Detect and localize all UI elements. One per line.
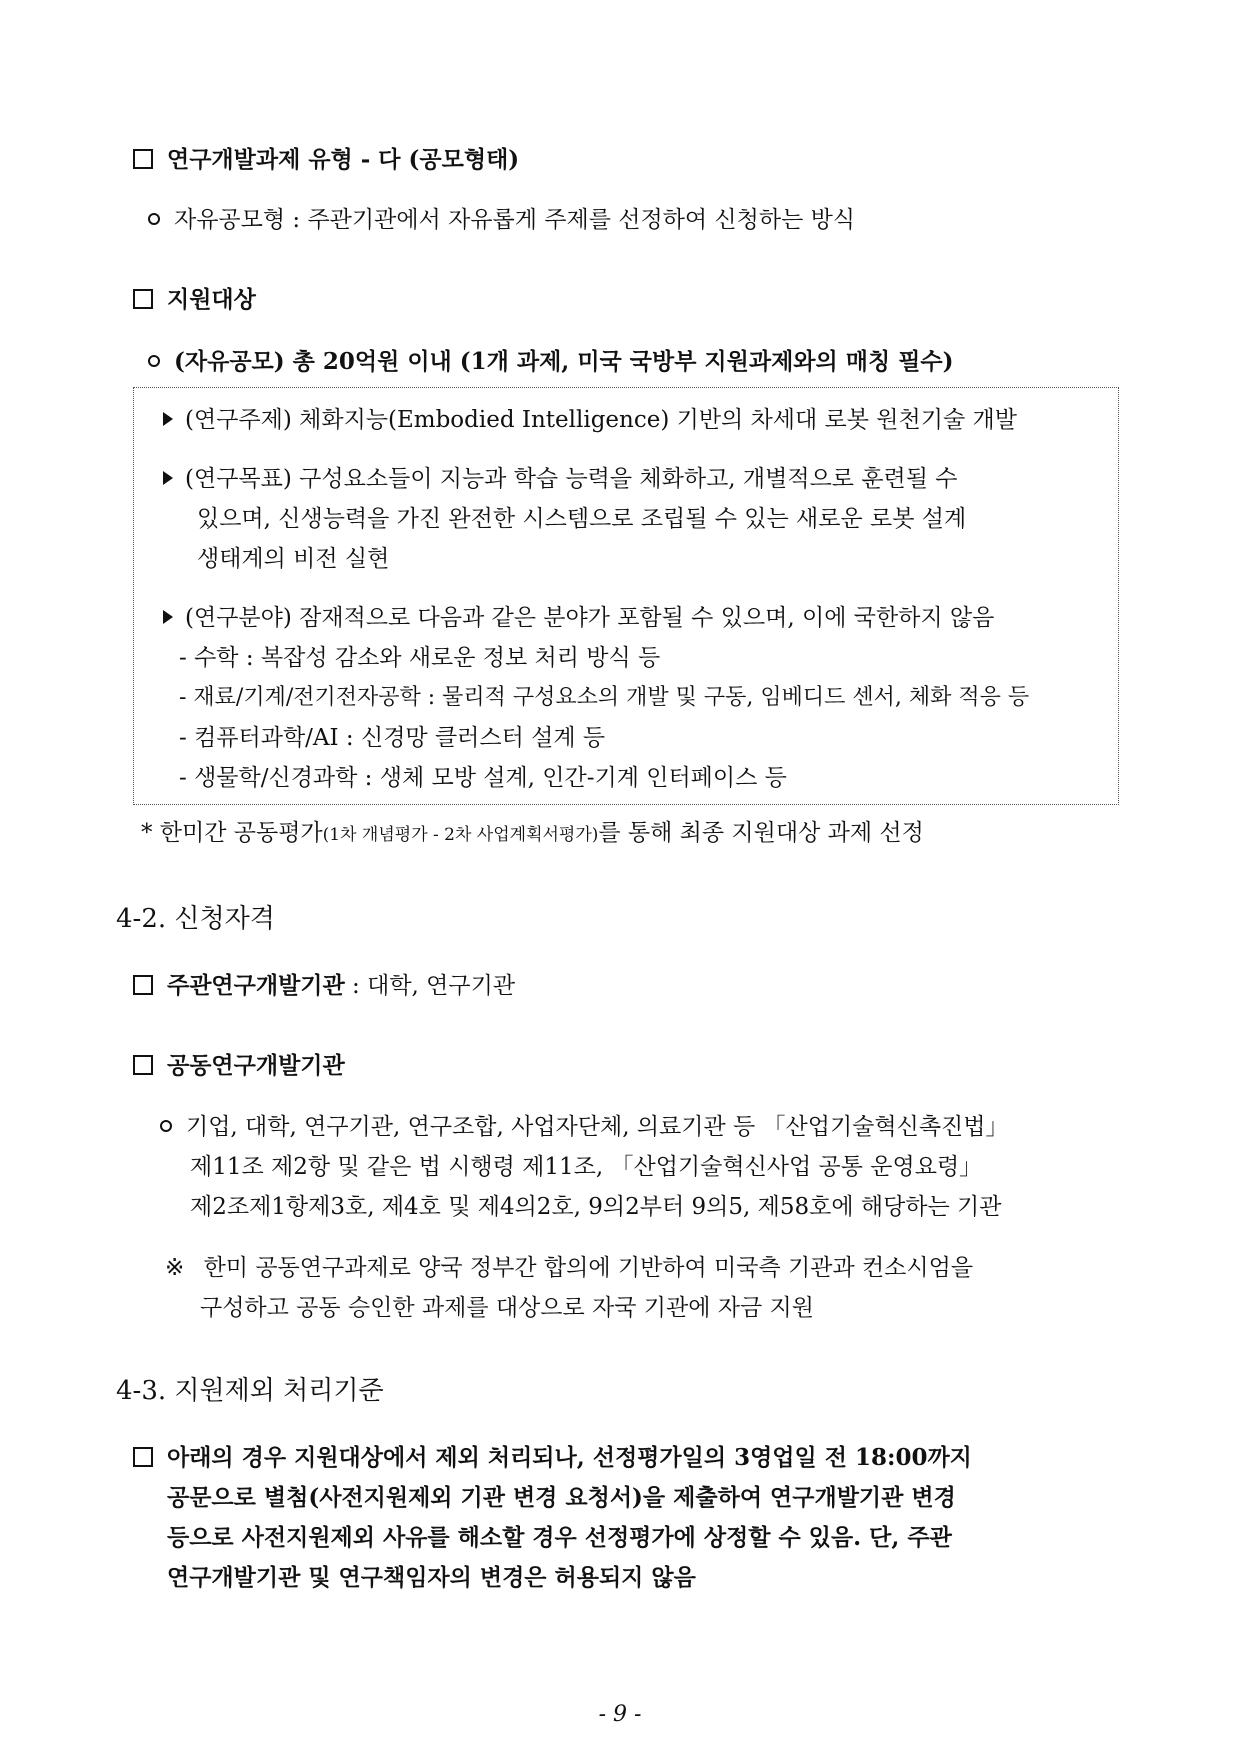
field-item: - 컴퓨터과학/AI : 신경망 클러스터 설계 등 — [179, 725, 606, 751]
square-bullet-icon — [133, 975, 153, 995]
section-target-bullet: (자유공모) 총 20억원 이내 (1개 과제, 미국 국방부 지원과제와의 매칭 필수) — [148, 345, 954, 379]
joint-org-line-3: 제2조제1항제3호, 제4호 및 제4의2호, 9의2부터 9의5, 제58호에 해당하는 기관 — [190, 1194, 1002, 1220]
field-item: - 재료/기계/전기전자공학 : 물리적 구성요소의 개발 및 구동, 임베디드 센서, 체화 적응 등 — [179, 685, 1030, 710]
section-4-3-heading: 4-3. 지원제외 처리기준 — [116, 1376, 384, 1406]
square-bullet-icon — [133, 1055, 153, 1075]
circle-bullet-icon — [148, 213, 160, 225]
section-4-2-heading: 4-2. 신청자격 — [116, 904, 275, 934]
triangle-bullet-icon — [163, 471, 173, 485]
field-item: - 생물학/신경과학 : 생체 모방 설계, 인간-기계 인터페이스 등 — [179, 765, 787, 791]
joint-org-line-2: 제11조 제2항 및 같은 법 시행령 제11조, 「산업기술혁신사업 공통 운영요령」 — [190, 1154, 983, 1180]
research-goal-line-1: (연구목표) 구성요소들이 지능과 학습 능력을 체화하고, 개별적으로 훈련될 수 — [163, 462, 958, 496]
circle-bullet-icon — [148, 355, 160, 367]
triangle-bullet-icon — [163, 412, 173, 426]
section-target-title: 지원대상 — [133, 283, 256, 317]
section-type-bullet: 자유공모형 : 주관기관에서 자유롭게 주제를 선정하여 신청하는 방식 — [148, 203, 855, 237]
reference-note-line-1: ※ 한미 공동연구과제로 양국 정부간 합의에 기반하여 미국측 기관과 컨소시엄을 — [165, 1255, 974, 1281]
joint-org-line-1: 기업, 대학, 연구기관, 연구조합, 사업자단체, 의료기관 등 「산업기술혁신촉진법」 — [160, 1110, 1009, 1144]
circle-bullet-icon — [160, 1120, 172, 1132]
reference-note-line-2: 구성하고 공동 승인한 과제를 대상으로 자국 기관에 자금 지원 — [200, 1295, 814, 1321]
exclusion-line-3: 등으로 사전지원제외 사유를 해소할 경우 선정평가에 상정할 수 있음. 단, 주관 — [167, 1524, 952, 1551]
evaluation-note: * 한미간 공동평가(1차 개념평가 - 2차 사업계획서평가)를 통해 최종 지원대상 과제 선정 — [141, 820, 924, 846]
page-number: - 9 - — [598, 1702, 642, 1727]
field-item: - 수학 : 복잡성 감소와 새로운 정보 처리 방식 등 — [179, 645, 661, 671]
research-goal-line-3: 생태계의 비전 실현 — [197, 546, 390, 572]
research-field: (연구분야) 잠재적으로 다음과 같은 분야가 포함될 수 있으며, 이에 국한하지 않음 — [163, 601, 994, 635]
triangle-bullet-icon — [163, 610, 173, 624]
square-bullet-icon — [133, 149, 153, 169]
section-type-title: 연구개발과제 유형 - 다 (공모형태) — [133, 143, 519, 177]
square-bullet-icon — [133, 289, 153, 309]
research-topic: (연구주제) 체화지능(Embodied Intelligence) 기반의 차세대 로봇 원천기술 개발 — [163, 403, 1017, 437]
reference-mark: ※ — [165, 1255, 185, 1281]
exclusion-line-2: 공문으로 별첨(사전지원제외 기관 변경 요청서)을 제출하여 연구개발기관 변경 — [167, 1484, 956, 1511]
joint-org-title: 공동연구개발기관 — [133, 1049, 345, 1083]
research-goal-line-2: 있으며, 신생능력을 가진 완전한 시스템으로 조립될 수 있는 새로운 로봇 설계 — [197, 506, 967, 532]
main-org-line: 주관연구개발기관 : 대학, 연구기관 — [133, 969, 515, 1003]
exclusion-line-4: 연구개발기관 및 연구책임자의 변경은 허용되지 않음 — [167, 1564, 696, 1591]
exclusion-line-1: 아래의 경우 지원대상에서 제외 처리되나, 선정평가일의 3영업일 전 18:00까지 — [133, 1441, 972, 1475]
square-bullet-icon — [133, 1447, 153, 1467]
